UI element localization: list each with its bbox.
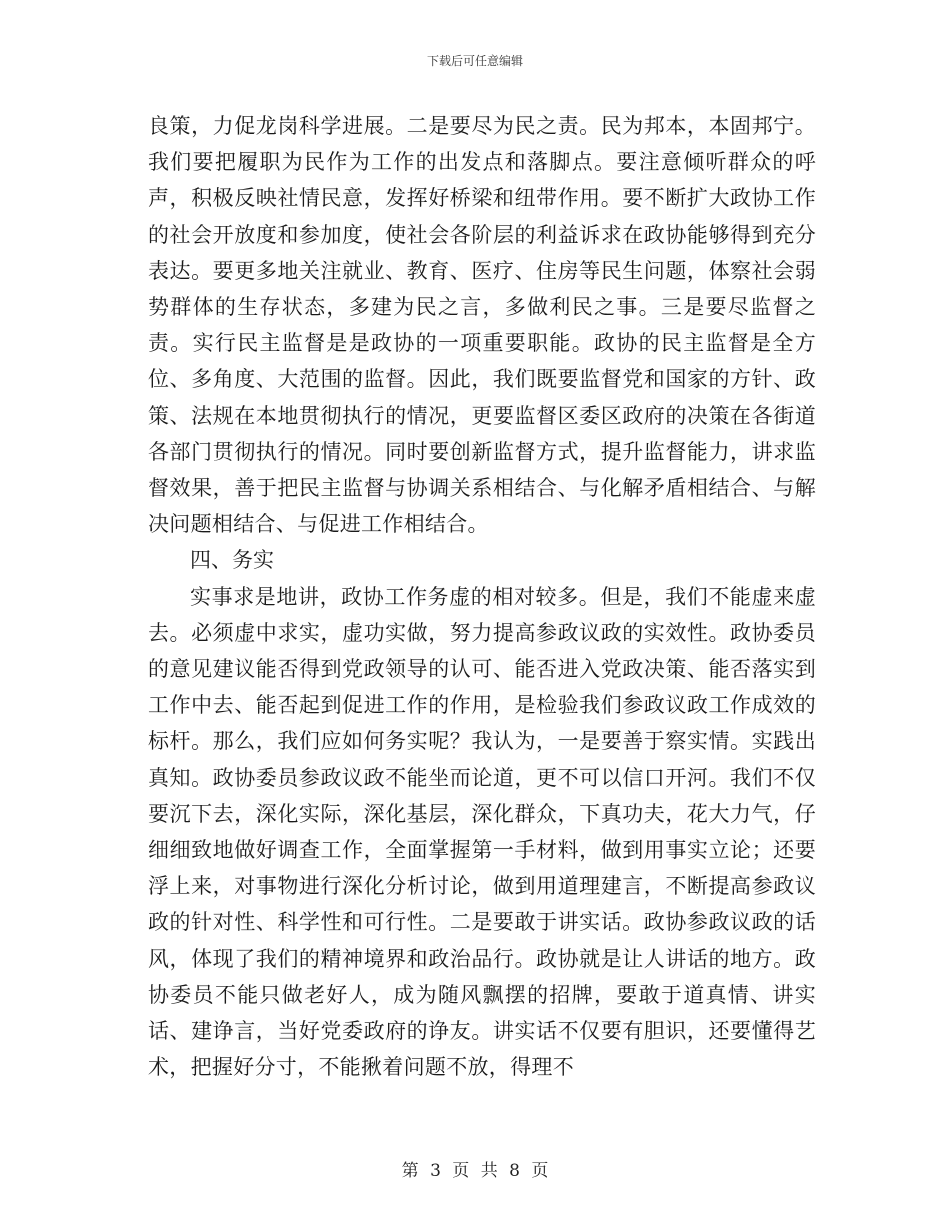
body-paragraph-2: 实事求是地讲，政协工作务虚的相对较多。但是，我们不能虚来虚去。必须虚中求实，虚功实做，努力提高参政议政的实效性。政协委员的意见建议能否得到党政领导的认可、能否进入党政决策、能否落实到工作中去、能否起到促进工作的作用，是检验我们参政议政工作成效的标杆。那么，我们应如何务实呢？我认为，一是要善于察实情。实践出真知。政协委员参政议政不能坐而论道，更不可以信口开河。我们不仅要沉下去，深化实际，深化基层，深化群众，下真功夫，花大力气，仔细细致地做好调查工作，全面掌握第一手材料，做到用事实立论；还要浮上来，对事物进行深化分析讨论，做到用道理建言，不断提高参政议政的针对性、科学性和可行性。二是要敢于讲实话。政协参政议政的话风，体现了我们的精神境界和政治品行。政协就是让人讲话的地方。政协委员不能只做老好人，成为随风飘摆的招牌，要敢于道真情、讲实话、建诤言，当好党委政府的诤友。讲实话不仅要有胆识，还要懂得艺术，把握好分寸，不能揪着问题不放，得理不 [148,584,816,1080]
section-heading: 四、务实 [190,548,274,573]
document-body [148,108,816,1085]
page-header: 下载后可任意编辑 [426,54,523,68]
page-number-footer: 第 3 页 共 8 页 [401,1161,549,1181]
body-paragraph-1: 良策，力促龙岗科学进展。二是要尽为民之责。民为邦本，本固邦宁。我们要把履职为民作为工作的出发点和落脚点。要注意倾听群众的呼声，积极反映社情民意，发挥好桥梁和纽带作用。要不断扩大政协工作的社会开放度和参加度，使社会各阶层的利益诉求在政协能够得到充分表达。要更多地关注就业、教育、医疗、住房等民生问题，体察社会弱势群体的生存状态，多建为民之言，多做利民之事。三是要尽监督之责。实行民主监督是是政协的一项重要职能。政协的民主监督是全方位、多角度、大范围的监督。因此，我们既要监督党和国家的方针、政策、法规在本地贯彻执行的情况，更要监督区委区政府的决策在各街道各部门贯彻执行的情况。同时要创新监督方式，提升监督能力，讲求监督效果，善于把民主监督与协调关系相结合、与化解矛盾相结合、与解决问题相结合、与促进工作相结合。 [148,114,816,537]
